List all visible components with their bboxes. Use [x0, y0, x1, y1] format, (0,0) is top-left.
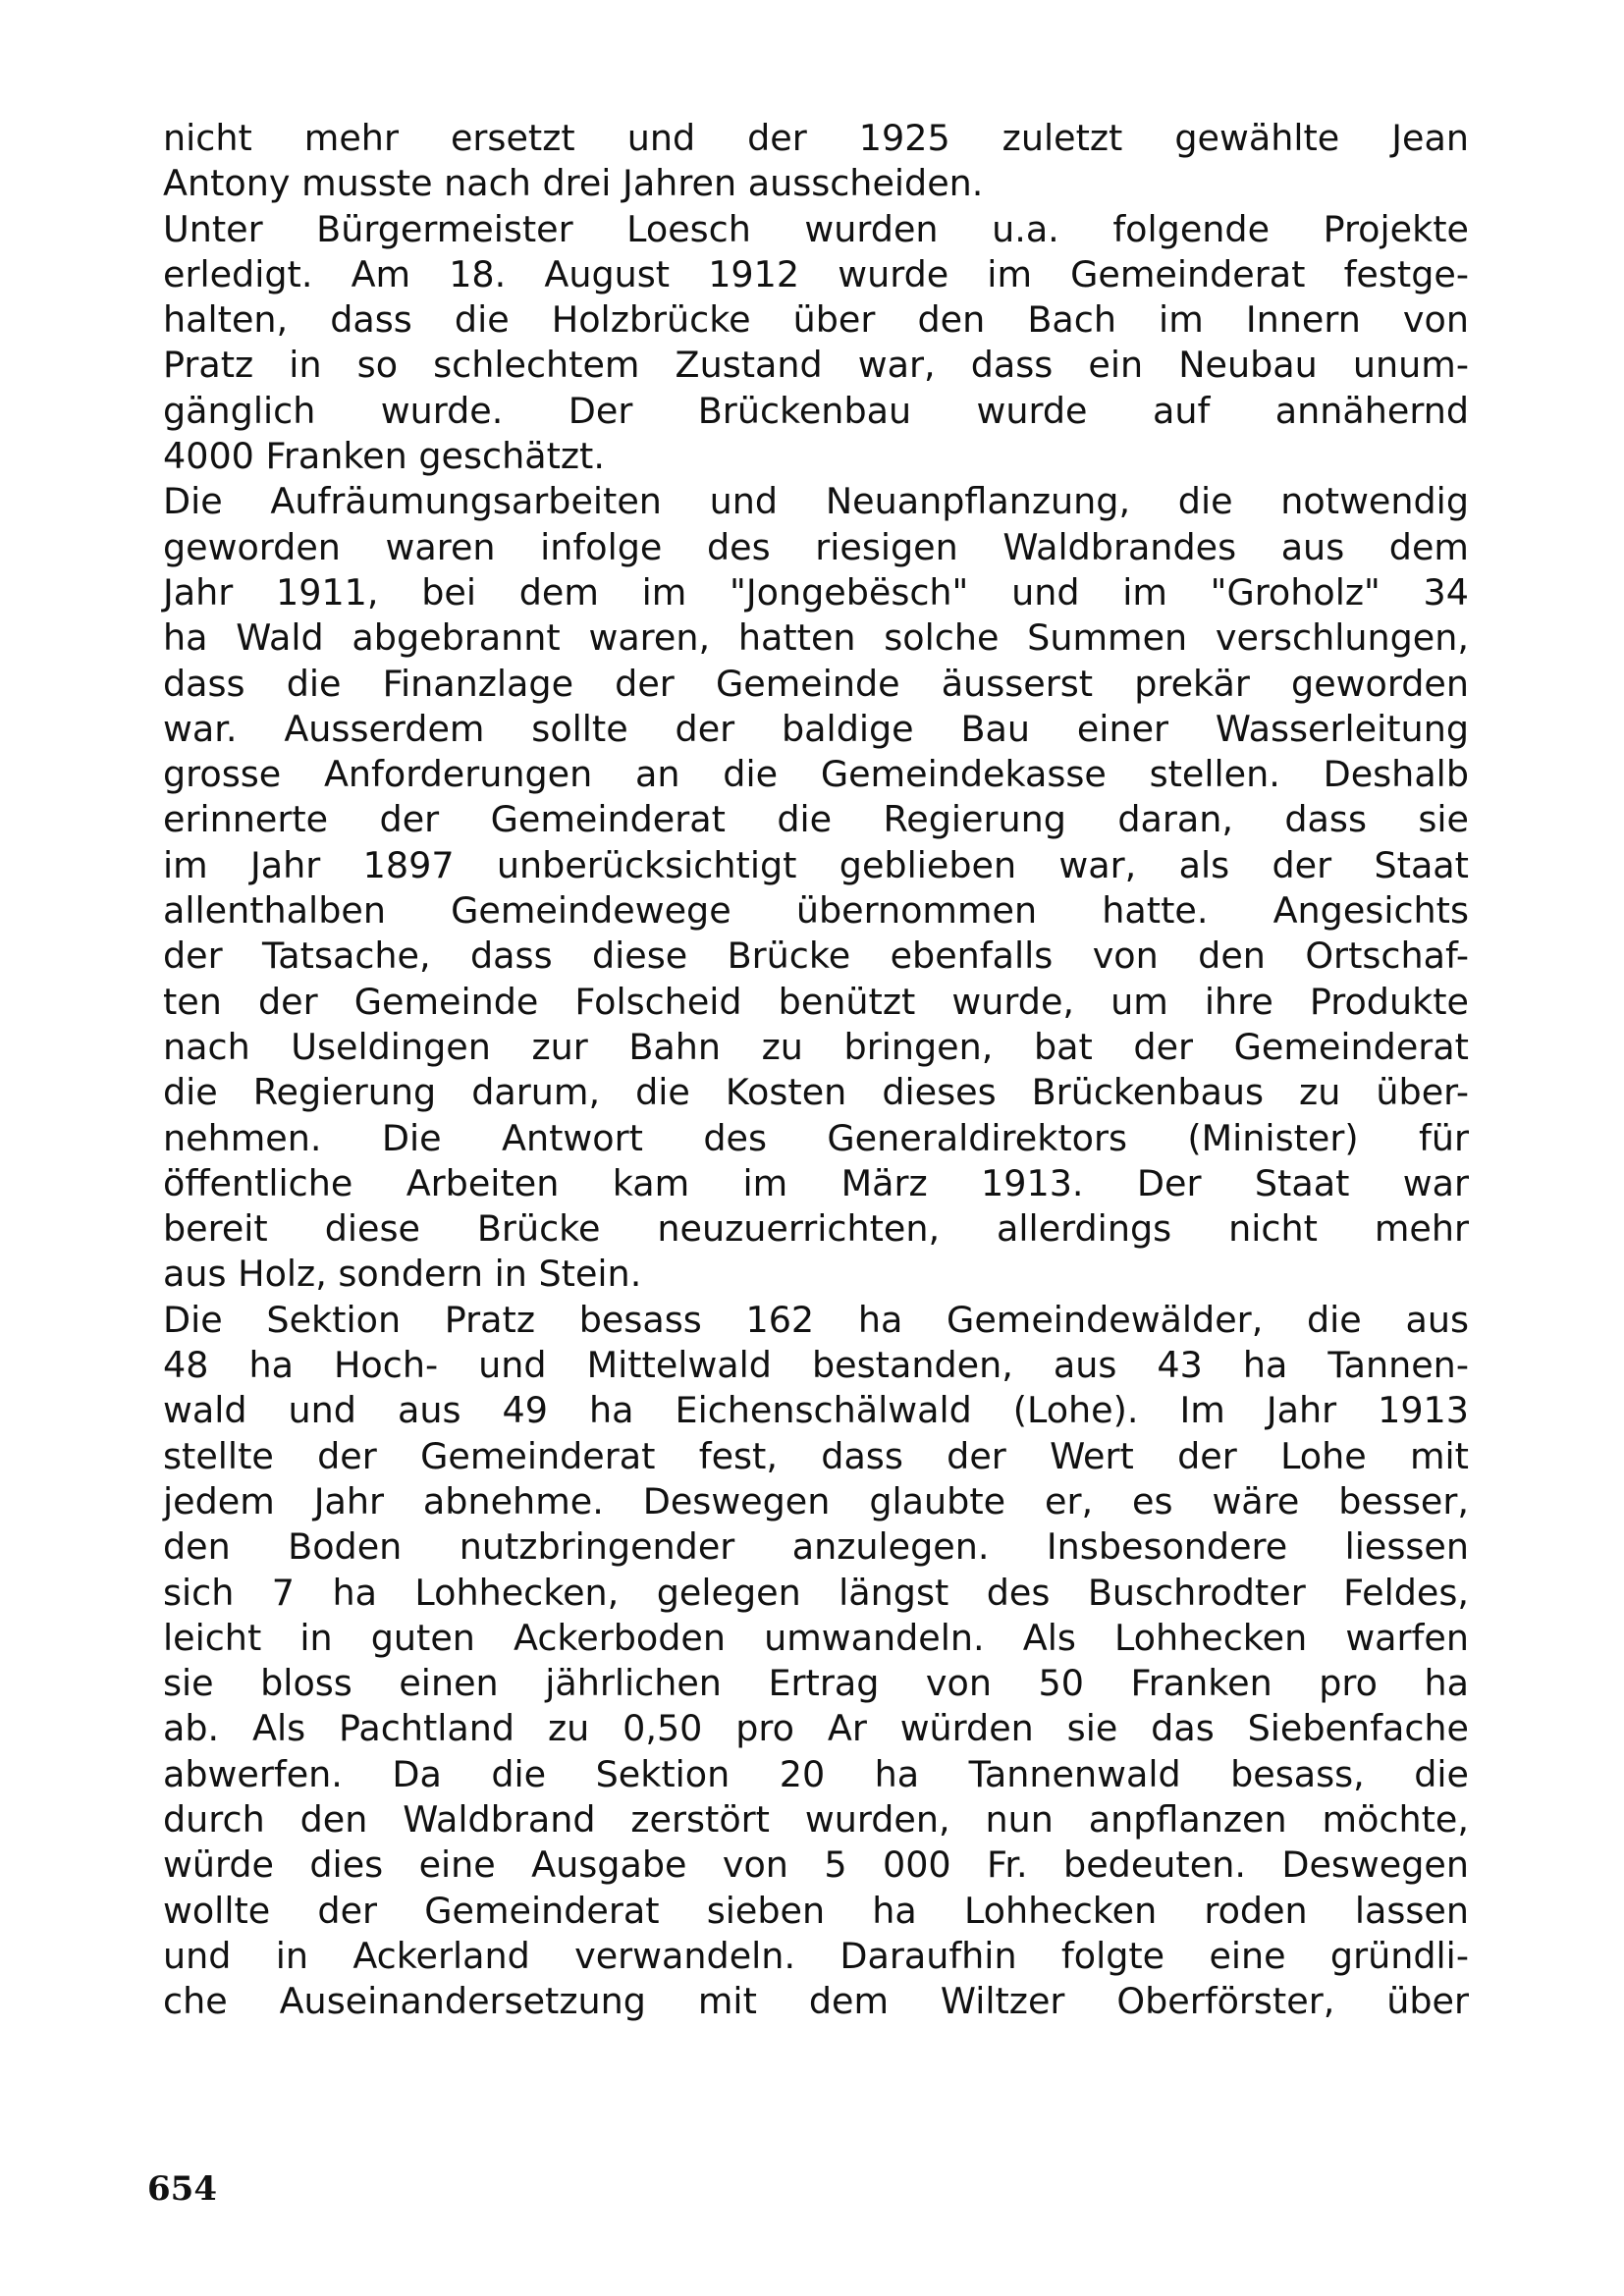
text-line: 48 ha Hoch- und Mittelwald bestanden, aus 43 ha Tannen- — [163, 1344, 1469, 1387]
text-line: wollte der Gemeinderat sieben ha Lohhecken roden lassen — [163, 1889, 1469, 1932]
text-line: ha Wald abgebrannt waren, hatten solche Summen verschlungen, — [163, 616, 1469, 660]
page-number: 654 — [147, 2169, 217, 2209]
text-line: geworden waren infolge des riesigen Waldbrandes aus dem — [163, 525, 1469, 568]
text-line: im Jahr 1897 unberücksichtigt geblieben war, als der Staat — [163, 843, 1469, 886]
text-line: erledigt. Am 18. August 1912 wurde im Gemeinderat festge- — [163, 252, 1469, 295]
text-line: nicht mehr ersetzt und der 1925 zuletzt gewählte Jean — [163, 117, 1469, 159]
text-line: ab. Als Pachtland zu 0,50 pro Ar würden sie das Siebenfache — [163, 1707, 1469, 1750]
text-line: 4000 Franken geschätzt. — [163, 435, 605, 478]
text-line: durch den Waldbrand zerstört wurden, nun anpflanzen möchte, — [163, 1797, 1469, 1841]
text-line: Unter Bürgermeister Loesch wurden u.a. folgende Projekte — [163, 207, 1469, 250]
text-line: der Tatsache, dass diese Brücke ebenfalls von den Ortschaf- — [163, 934, 1469, 978]
text-line: öffentliche Arbeiten kam im März 1913. Der Staat war — [163, 1161, 1469, 1204]
body-text — [163, 116, 1469, 2024]
text-line: Die Sektion Pratz besass 162 ha Gemeindewälder, die aus — [163, 1298, 1469, 1341]
text-line: Antony musste nach drei Jahren ausscheiden. — [163, 162, 984, 205]
text-line: leicht in guten Ackerboden umwandeln. Als Lohhecken warfen — [163, 1616, 1469, 1659]
text-line: jedem Jahr abnehme. Deswegen glaubte er, es wäre besser, — [163, 1479, 1469, 1522]
text-line: würde dies eine Ausgabe von 5 000 Fr. bedeuten. Deswegen — [163, 1843, 1469, 1887]
text-line: den Boden nutzbringender anzulegen. Insbesondere liessen — [163, 1525, 1469, 1569]
text-line: aus Holz, sondern in Stein. — [163, 1253, 642, 1296]
text-line: nehmen. Die Antwort des Generaldirektors (Minister) für — [163, 1116, 1469, 1159]
text-line: erinnerte der Gemeinderat die Regierung daran, dass sie — [163, 798, 1469, 841]
text-line: abwerfen. Da die Sektion 20 ha Tannenwald besass, die — [163, 1752, 1469, 1795]
text-line: ten der Gemeinde Folscheid benützt wurde, um ihre Produkte — [163, 980, 1469, 1023]
text-line: bereit diese Brücke neuzuerrichten, allerdings nicht mehr — [163, 1207, 1469, 1251]
text-line: halten, dass die Holzbrücke über den Bach im Innern von — [163, 298, 1469, 342]
text-line: war. Ausserdem sollte der baldige Bau einer Wasserleitung — [163, 707, 1469, 750]
text-line: allenthalben Gemeindewege übernommen hatte. Angesichts — [163, 889, 1469, 933]
text-line: stellte der Gemeinderat fest, dass der Wert der Lohe mit — [163, 1434, 1469, 1477]
text-line: die Regierung darum, die Kosten dieses Brückenbaus zu über- — [163, 1071, 1469, 1114]
text-line: Die Aufräumungsarbeiten und Neuanpflanzung, die notwendig — [163, 480, 1469, 523]
text-line: grosse Anforderungen an die Gemeindekasse stellen. Deshalb — [163, 753, 1469, 796]
text-line: und in Ackerland verwandeln. Daraufhin folgte eine gründli- — [163, 1934, 1469, 1977]
text-line: gänglich wurde. Der Brückenbau wurde auf annähernd — [163, 389, 1469, 432]
text-line: dass die Finanzlage der Gemeinde äusserst prekär geworden — [163, 662, 1469, 705]
text-line: nach Useldingen zur Bahn zu bringen, bat der Gemeinderat — [163, 1025, 1469, 1068]
text-line: sie bloss einen jährlichen Ertrag von 50 Franken pro ha — [163, 1662, 1469, 1705]
text-line: wald und aus 49 ha Eichenschälwald (Lohe). Im Jahr 1913 — [163, 1389, 1469, 1432]
text-line: Pratz in so schlechtem Zustand war, dass ein Neubau unum- — [163, 344, 1469, 387]
text-line: Jahr 1911, bei dem im "Jongebësch" und im "Groholz" 34 — [163, 570, 1469, 614]
text-line: sich 7 ha Lohhecken, gelegen längst des Buschrodter Feldes, — [163, 1571, 1469, 1614]
text-line: che Auseinandersetzung mit dem Wiltzer Oberförster, über — [163, 1980, 1469, 2023]
